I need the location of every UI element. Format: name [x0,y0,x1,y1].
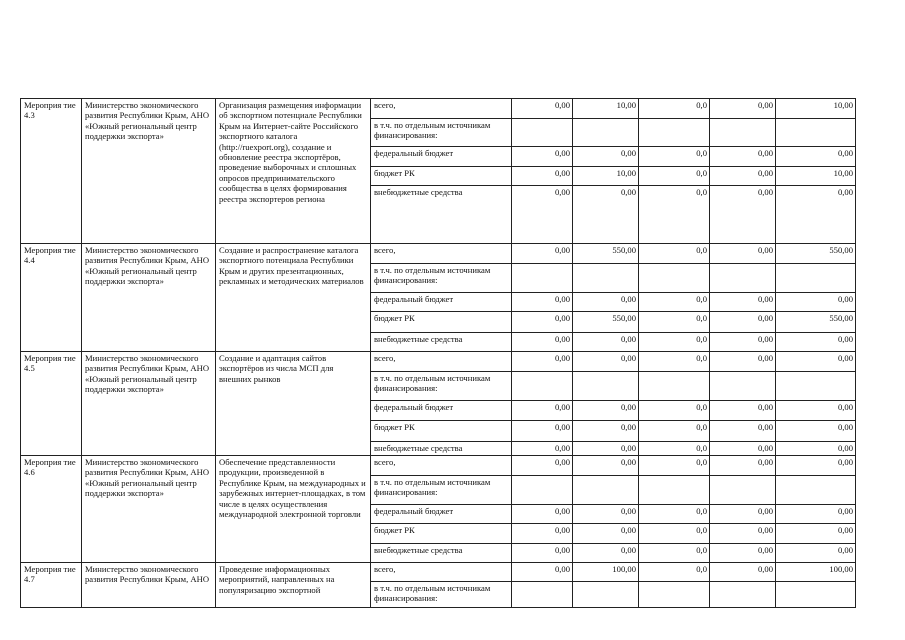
funding-value-cell: 0,00 [710,186,776,244]
funding-value-cell: 0,00 [573,442,639,456]
funding-value-cell: 0,0 [639,186,710,244]
funding-value-cell [639,264,710,293]
funding-value-cell: 0,00 [512,505,573,524]
funding-source-label: бюджет РК [371,524,512,544]
funding-value-cell [639,582,710,608]
funding-value-cell: 0,0 [639,244,710,264]
funding-value-cell: 0,00 [776,293,856,312]
executor-cell: Министерство экономического развития Республики Крым, АНО «Южный региональный центр поддержки экспорта» [82,456,216,563]
funding-value-cell: 0,00 [710,167,776,186]
executor-cell: Министерство экономического развития Республики Крым, АНО «Южный региональный центр поддержки экспорта» [82,99,216,244]
funding-value-cell: 0,00 [512,421,573,442]
funding-value-cell: 0,00 [512,401,573,421]
funding-source-label: в т.ч. по отдельным источникам финансирования: [371,476,512,505]
funding-value-cell: 0,00 [776,505,856,524]
funding-value-cell [512,119,573,147]
funding-source-label: внебюджетные средства [371,442,512,456]
funding-value-cell [639,119,710,147]
funding-source-label: всего, [371,244,512,264]
funding-source-label: федеральный бюджет [371,401,512,421]
funding-value-cell: 0,0 [639,167,710,186]
activity-code-cell: Мероприя тие 4.5 [21,352,82,456]
funding-value-cell: 550,00 [573,312,639,333]
funding-value-cell: 0,00 [512,244,573,264]
funding-value-cell: 0,00 [776,401,856,421]
funding-value-cell [639,372,710,401]
funding-value-cell: 0,00 [512,544,573,563]
budget-table [20,98,856,608]
funding-value-cell: 0,0 [639,401,710,421]
funding-value-cell: 0,00 [512,524,573,544]
funding-value-cell [512,582,573,608]
funding-value-cell [573,264,639,293]
budget-table-body [21,99,856,608]
funding-value-cell: 0,0 [639,505,710,524]
funding-value-cell [639,476,710,505]
funding-source-label: федеральный бюджет [371,147,512,167]
funding-value-cell: 0,00 [710,544,776,563]
funding-value-cell [776,476,856,505]
funding-source-label: внебюджетные средства [371,186,512,244]
funding-value-cell: 0,00 [512,293,573,312]
funding-value-cell: 0,00 [710,524,776,544]
funding-value-cell: 0,00 [573,456,639,476]
funding-value-cell: 0,00 [710,442,776,456]
funding-value-cell: 0,0 [639,563,710,582]
funding-value-cell: 100,00 [573,563,639,582]
funding-value-cell [776,582,856,608]
funding-value-cell: 0,00 [512,186,573,244]
table-row-activity [21,456,856,476]
funding-value-cell: 0,0 [639,352,710,372]
funding-source-label: всего, [371,456,512,476]
funding-value-cell: 0,00 [776,333,856,352]
funding-value-cell: 0,00 [710,333,776,352]
funding-value-cell: 0,0 [639,442,710,456]
funding-value-cell: 0,00 [776,442,856,456]
funding-value-cell: 0,00 [573,421,639,442]
activity-code-cell: Мероприя тие 4.7 [21,563,82,608]
activity-code-cell: Мероприя тие 4.4 [21,244,82,352]
funding-value-cell [710,372,776,401]
funding-value-cell: 0,00 [512,99,573,119]
funding-value-cell: 0,00 [512,167,573,186]
funding-source-label: федеральный бюджет [371,505,512,524]
funding-value-cell: 0,00 [776,456,856,476]
funding-value-cell: 0,00 [512,442,573,456]
funding-source-label: в т.ч. по отдельным источникам финансирования: [371,264,512,293]
funding-value-cell: 0,00 [573,544,639,563]
funding-source-label: бюджет РК [371,167,512,186]
funding-value-cell: 0,00 [512,333,573,352]
funding-source-label: бюджет РК [371,312,512,333]
funding-value-cell [710,119,776,147]
funding-value-cell: 0,00 [573,524,639,544]
funding-value-cell: 0,0 [639,333,710,352]
funding-value-cell: 0,00 [710,352,776,372]
funding-value-cell: 0,00 [573,186,639,244]
funding-value-cell [512,372,573,401]
table-row-activity [21,563,856,582]
funding-value-cell: 0,00 [710,99,776,119]
funding-value-cell: 0,00 [573,147,639,167]
funding-value-cell: 0,00 [710,456,776,476]
funding-value-cell: 0,00 [573,333,639,352]
funding-value-cell: 0,0 [639,524,710,544]
funding-value-cell: 0,00 [512,352,573,372]
table-row-activity [21,244,856,264]
funding-source-label: в т.ч. по отдельным источникам финансирования: [371,582,512,608]
funding-value-cell: 0,00 [710,293,776,312]
funding-value-cell [573,476,639,505]
funding-value-cell: 0,00 [776,352,856,372]
funding-source-label: в т.ч. по отдельным источникам финансирования: [371,372,512,401]
activity-description-cell: Создание и распространение каталога экспортного потенциала Республики Крым и других презентационных, рекламных и методических материалов [216,244,371,352]
funding-value-cell: 550,00 [573,244,639,264]
table-row-activity [21,352,856,372]
funding-source-label: всего, [371,352,512,372]
activity-code-cell: Мероприя тие 4.3 [21,99,82,244]
funding-value-cell: 10,00 [573,99,639,119]
funding-source-label: в т.ч. по отдельным источникам финансирования: [371,119,512,147]
funding-value-cell: 0,00 [710,401,776,421]
activity-description-cell: Организация размещения информации об экспортном потенциале Республики Крым на Интернет-сайте Российского экспортного каталога (http://ruexport.org), создание и обновление реестра экспортёров, проведение выборочных и сплошных опросов предпринимательского сообщества в целях формирования реестра экспортеров региона [216,99,371,244]
funding-source-label: всего, [371,563,512,582]
funding-value-cell: 0,00 [776,421,856,442]
funding-value-cell: 0,0 [639,421,710,442]
funding-value-cell: 0,00 [710,505,776,524]
funding-value-cell: 0,00 [573,401,639,421]
executor-cell: Министерство экономического развития Республики Крым, АНО «Южный региональный центр поддержки экспорта» [82,244,216,352]
funding-value-cell: 550,00 [776,244,856,264]
funding-value-cell: 0,00 [573,293,639,312]
funding-source-label: внебюджетные средства [371,544,512,563]
funding-value-cell: 0,0 [639,456,710,476]
funding-value-cell: 0,00 [573,505,639,524]
funding-value-cell [710,476,776,505]
funding-value-cell: 0,00 [573,352,639,372]
funding-source-label: всего, [371,99,512,119]
funding-value-cell: 0,00 [512,312,573,333]
funding-value-cell: 0,0 [639,99,710,119]
funding-value-cell [573,582,639,608]
funding-value-cell: 0,00 [776,186,856,244]
executor-cell: Министерство экономического развития Республики Крым, АНО «Южный региональный центр поддержки экспорта» [82,352,216,456]
funding-value-cell: 0,0 [639,312,710,333]
funding-value-cell [710,264,776,293]
funding-value-cell [512,264,573,293]
funding-value-cell [573,119,639,147]
funding-value-cell: 0,00 [710,312,776,333]
activity-description-cell: Проведение информационных мероприятий, направленных на популяризацию экспортной [216,563,371,608]
activity-code-cell: Мероприя тие 4.6 [21,456,82,563]
funding-value-cell: 0,00 [710,421,776,442]
funding-value-cell: 0,00 [710,244,776,264]
activity-description-cell: Создание и адаптация сайтов экспортёров из числа МСП для внешних рынков [216,352,371,456]
funding-value-cell: 100,00 [776,563,856,582]
funding-source-label: бюджет РК [371,421,512,442]
funding-value-cell: 0,00 [776,147,856,167]
funding-value-cell [512,476,573,505]
funding-value-cell: 0,00 [512,563,573,582]
funding-value-cell: 10,00 [776,99,856,119]
funding-value-cell: 0,00 [512,147,573,167]
funding-value-cell [776,264,856,293]
funding-value-cell [776,372,856,401]
funding-value-cell: 0,0 [639,147,710,167]
funding-value-cell: 10,00 [776,167,856,186]
funding-value-cell: 0,00 [776,544,856,563]
funding-value-cell [710,582,776,608]
funding-value-cell [776,119,856,147]
funding-value-cell: 0,00 [512,456,573,476]
funding-value-cell: 0,0 [639,293,710,312]
funding-value-cell [573,372,639,401]
funding-value-cell: 10,00 [573,167,639,186]
funding-value-cell: 0,00 [776,524,856,544]
funding-value-cell: 0,00 [710,147,776,167]
executor-cell: Министерство экономического развития Республики Крым, АНО [82,563,216,608]
activity-description-cell: Обеспечение представленности продукции, произведенной в Республике Крым, на международных и зарубежных интернет-площадках, в том числе в целях осуществления международной электронной торговли [216,456,371,563]
funding-source-label: федеральный бюджет [371,293,512,312]
funding-source-label: внебюджетные средства [371,333,512,352]
funding-value-cell: 0,00 [710,563,776,582]
table-row-activity [21,99,856,119]
funding-value-cell: 550,00 [776,312,856,333]
funding-value-cell: 0,0 [639,544,710,563]
